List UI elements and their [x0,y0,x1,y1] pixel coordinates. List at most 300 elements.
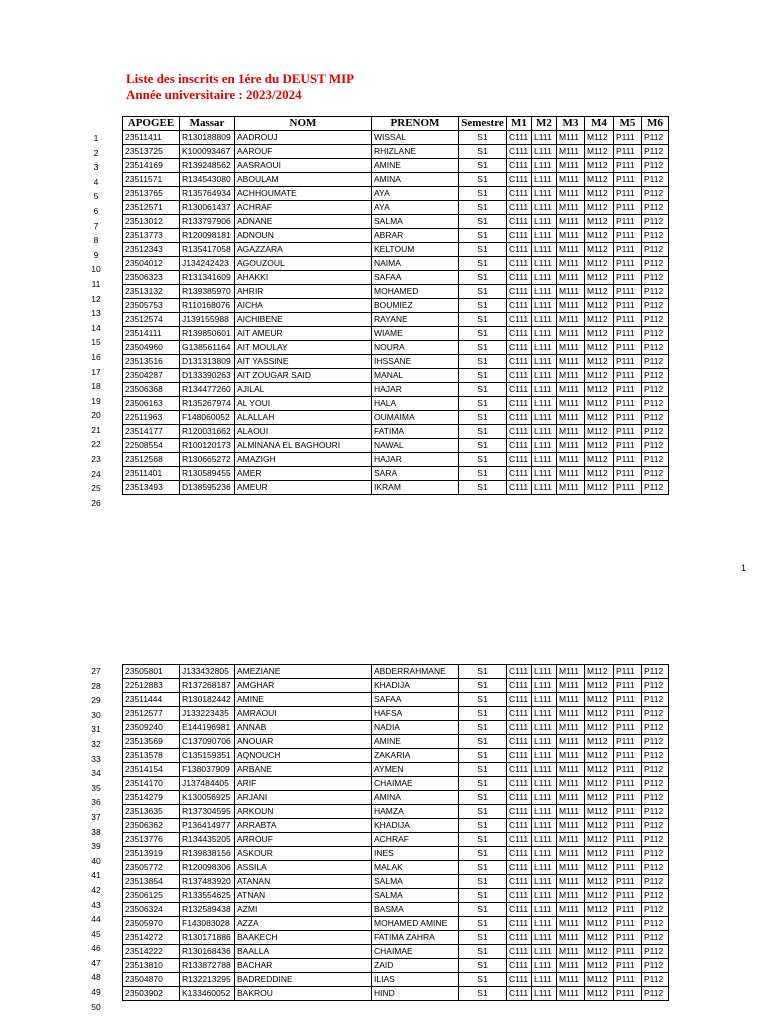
module-cell: L111 [532,679,557,693]
massar-cell: R133797906 [180,215,235,229]
module-cell: P111 [614,959,642,973]
module-cell: P112 [642,791,669,805]
nom-cell: AHAKKI [235,271,372,285]
table-row [123,327,669,341]
module-cell: P111 [614,397,642,411]
semestre-cell: S1 [459,917,507,931]
module-cell: L111 [532,425,557,439]
row-number: 26 [91,497,101,508]
nom-cell: ARIF [235,777,372,791]
column-header: Semestre [459,117,507,131]
module-cell: M112 [585,453,614,467]
module-cell: P111 [614,973,642,987]
nom-cell: AMRAOUI [235,707,372,721]
module-cell: M112 [585,229,614,243]
row-number: 28 [91,680,101,691]
module-cell: C111 [507,875,532,889]
table-row [123,945,669,959]
massar-cell: G138561164 [180,341,235,355]
academic-year: Année universitaire : 2023/2024 [126,87,302,102]
table-row [123,987,669,1001]
module-cell: P112 [642,341,669,355]
module-cell: L111 [532,145,557,159]
apogee-cell: 23513578 [123,749,180,763]
prenom-cell: MOHAMED [372,285,459,299]
table-row [123,959,669,973]
module-cell: M112 [585,201,614,215]
nom-cell: ASKOUR [235,847,372,861]
massar-cell: F148060052 [180,411,235,425]
module-cell: P111 [614,215,642,229]
table-row [123,735,669,749]
table-row [123,917,669,931]
massar-cell: D133390263 [180,369,235,383]
module-cell: C111 [507,187,532,201]
module-cell: P112 [642,411,669,425]
semestre-cell: S1 [459,875,507,889]
apogee-cell: 22512883 [123,679,180,693]
module-cell: P112 [642,425,669,439]
nom-cell: ALALLAH [235,411,372,425]
row-number: 43 [91,899,101,910]
nom-cell: AIT MOULAY [235,341,372,355]
module-cell: M111 [557,861,585,875]
prenom-cell: SALMA [372,875,459,889]
row-number: 27 [91,666,101,676]
module-cell: M111 [557,973,585,987]
module-cell: M111 [557,889,585,903]
module-cell: M111 [557,931,585,945]
row-number: 29 [91,695,101,706]
apogee-cell: 23514177 [123,425,180,439]
module-cell: C111 [507,679,532,693]
module-cell: M112 [585,959,614,973]
prenom-cell: HAJAR [372,453,459,467]
module-cell: M111 [557,173,585,187]
massar-cell: R120098181 [180,229,235,243]
table-row [123,257,669,271]
semestre-cell: S1 [459,833,507,847]
apogee-cell: 23513725 [123,145,180,159]
module-cell: L111 [532,665,557,679]
module-cell: C111 [507,285,532,299]
module-cell: C111 [507,201,532,215]
table-row [123,763,669,777]
massar-cell: R130665272 [180,453,235,467]
massar-cell: R134543080 [180,173,235,187]
module-cell: P112 [642,215,669,229]
table-row [123,397,669,411]
module-cell: M111 [557,271,585,285]
module-cell: L111 [532,917,557,931]
module-cell: P112 [642,875,669,889]
module-cell: P112 [642,243,669,257]
row-number: 42 [91,884,101,895]
row-number: 40 [91,855,101,866]
module-cell: C111 [507,229,532,243]
prenom-cell: HAFSA [372,707,459,721]
massar-cell: D131313809 [180,355,235,369]
massar-cell: R120031662 [180,425,235,439]
column-header: NOM [235,117,372,131]
module-cell: P111 [614,383,642,397]
module-cell: M111 [557,917,585,931]
apogee-cell: 23514111 [123,327,180,341]
module-cell: P112 [642,889,669,903]
apogee-cell: 23506324 [123,903,180,917]
prenom-cell: FATIMA ZAHRA [372,931,459,945]
nom-cell: ASSILA [235,861,372,875]
module-cell: P111 [614,271,642,285]
semestre-cell: S1 [459,763,507,777]
row-number: 41 [91,870,101,881]
module-cell: P112 [642,397,669,411]
table-row [123,875,669,889]
column-header: PRENOM [372,117,459,131]
module-cell: L111 [532,369,557,383]
massar-cell: R135417058 [180,243,235,257]
module-cell: P112 [642,749,669,763]
module-cell: P112 [642,173,669,187]
row-number: 20 [91,410,101,421]
module-cell: P111 [614,833,642,847]
column-header: M3 [557,117,585,131]
module-cell: C111 [507,665,532,679]
semestre-cell: S1 [459,453,507,467]
prenom-cell: ABRAR [372,229,459,243]
nom-cell: AZZA [235,917,372,931]
module-cell: M111 [557,425,585,439]
module-cell: P112 [642,735,669,749]
prenom-cell: KELTOUM [372,243,459,257]
module-cell: M112 [585,439,614,453]
module-cell: M112 [585,299,614,313]
module-cell: M112 [585,467,614,481]
module-cell: M112 [585,665,614,679]
module-cell: P112 [642,145,669,159]
module-cell: M111 [557,131,585,145]
row-number: 5 [93,191,99,202]
apogee-cell: 23504870 [123,973,180,987]
row-number: 11 [91,278,101,289]
semestre-cell: S1 [459,173,507,187]
nom-cell: AQNOUCH [235,749,372,763]
semestre-cell: S1 [459,889,507,903]
prenom-cell: ABDERRAHMANE [372,665,459,679]
module-cell: C111 [507,777,532,791]
module-cell: P111 [614,819,642,833]
prenom-cell: KHADIJA [372,819,459,833]
row-number: 24 [91,468,101,479]
semestre-cell: S1 [459,903,507,917]
nom-cell: AMER [235,467,372,481]
row-number: 32 [91,738,101,749]
semestre-cell: S1 [459,313,507,327]
apogee-cell: 23504287 [123,369,180,383]
module-cell: C111 [507,945,532,959]
module-cell: C111 [507,763,532,777]
module-cell: M112 [585,327,614,341]
massar-cell: J133223435 [180,707,235,721]
nom-cell: BAAKECH [235,931,372,945]
semestre-cell: S1 [459,665,507,679]
module-cell: P111 [614,187,642,201]
row-number: 10 [91,264,101,275]
row-number: 3 [93,162,99,173]
semestre-cell: S1 [459,299,507,313]
massar-cell: R120098306 [180,861,235,875]
module-cell: M112 [585,481,614,495]
semestre-cell: S1 [459,481,507,495]
nom-cell: ADNOUN [235,229,372,243]
module-cell: P111 [614,285,642,299]
module-cell: M111 [557,257,585,271]
massar-cell: K100093467 [180,145,235,159]
massar-cell: R133554625 [180,889,235,903]
module-cell: M111 [557,679,585,693]
module-cell: P112 [642,299,669,313]
table-row [123,145,669,159]
semestre-cell: S1 [459,327,507,341]
prenom-cell: NOURA [372,341,459,355]
module-cell: L111 [532,847,557,861]
module-cell: L111 [532,735,557,749]
table-row [123,369,669,383]
module-cell: M112 [585,777,614,791]
module-cell: P112 [642,131,669,145]
row-number: 37 [91,811,101,822]
semestre-cell: S1 [459,425,507,439]
row-numbers-page1 [84,131,108,510]
module-cell: L111 [532,889,557,903]
module-cell: M112 [585,889,614,903]
table-row [123,341,669,355]
module-cell: P112 [642,187,669,201]
prenom-cell: SAFAA [372,271,459,285]
module-cell: C111 [507,299,532,313]
apogee-cell: 22508554 [123,439,180,453]
row-number: 23 [91,454,101,465]
nom-cell: AHRIR [235,285,372,299]
prenom-cell: AMINE [372,159,459,173]
module-cell: P111 [614,481,642,495]
module-cell: P112 [642,229,669,243]
module-cell: M112 [585,875,614,889]
massar-cell: F143083028 [180,917,235,931]
module-cell: C111 [507,397,532,411]
module-cell: C111 [507,987,532,1001]
module-cell: M111 [557,707,585,721]
module-cell: M111 [557,397,585,411]
module-cell: P111 [614,425,642,439]
module-cell: L111 [532,201,557,215]
module-cell: L111 [532,341,557,355]
apogee-cell: 23513516 [123,355,180,369]
module-cell: P112 [642,439,669,453]
module-cell: M112 [585,735,614,749]
module-cell: P111 [614,805,642,819]
module-cell: L111 [532,397,557,411]
semestre-cell: S1 [459,355,507,369]
module-cell: M112 [585,313,614,327]
row-number: 47 [91,957,101,968]
module-cell: M112 [585,847,614,861]
massar-cell: R135764934 [180,187,235,201]
prenom-cell: ZAKARIA [372,749,459,763]
apogee-cell: 23505753 [123,299,180,313]
semestre-cell: S1 [459,243,507,257]
row-number: 22 [91,439,101,450]
row-number: 13 [91,308,101,319]
column-header: M6 [642,117,669,131]
semestre-cell: S1 [459,805,507,819]
module-cell: L111 [532,833,557,847]
table-row [123,973,669,987]
prenom-cell: AYMEN [372,763,459,777]
module-cell: M111 [557,959,585,973]
row-number: 33 [91,753,101,764]
module-cell: P111 [614,917,642,931]
table-row [123,243,669,257]
module-cell: P111 [614,777,642,791]
massar-cell: R137304595 [180,805,235,819]
table-row [123,201,669,215]
row-number: 34 [91,768,101,779]
table-row [123,665,669,679]
semestre-cell: S1 [459,847,507,861]
nom-cell: AIT ZOUGAR SAID [235,369,372,383]
nom-cell: AGOUZOUL [235,257,372,271]
prenom-cell: NADIA [372,721,459,735]
table-row [123,425,669,439]
apogee-cell: 23514279 [123,791,180,805]
module-cell: P112 [642,833,669,847]
module-cell: C111 [507,721,532,735]
prenom-cell: SALMA [372,889,459,903]
module-cell: L111 [532,707,557,721]
module-cell: C111 [507,931,532,945]
apogee-cell: 23512343 [123,243,180,257]
module-cell: C111 [507,833,532,847]
table-row [123,889,669,903]
nom-cell: BAKROU [235,987,372,1001]
module-cell: P111 [614,299,642,313]
semestre-cell: S1 [459,467,507,481]
row-number: 44 [91,914,101,925]
apogee-cell: 23513810 [123,959,180,973]
apogee-cell: 23513919 [123,847,180,861]
module-cell: C111 [507,861,532,875]
apogee-cell: 23506125 [123,889,180,903]
nom-cell: BADREDDINE [235,973,372,987]
module-cell: P111 [614,229,642,243]
semestre-cell: S1 [459,257,507,271]
module-cell: P112 [642,355,669,369]
module-cell: M111 [557,847,585,861]
massar-cell: R130188809 [180,131,235,145]
module-cell: M112 [585,903,614,917]
module-cell: M111 [557,903,585,917]
module-cell: M111 [557,945,585,959]
table-row [123,159,669,173]
module-cell: M111 [557,791,585,805]
semestre-cell: S1 [459,439,507,453]
module-cell: P112 [642,313,669,327]
module-cell: P112 [642,777,669,791]
module-cell: M111 [557,229,585,243]
module-cell: L111 [532,467,557,481]
row-number: 14 [91,322,101,333]
module-cell: M111 [557,749,585,763]
module-cell: L111 [532,313,557,327]
prenom-cell: BOUMIEZ [372,299,459,313]
module-cell: P112 [642,369,669,383]
massar-cell: R132589438 [180,903,235,917]
table-row [123,215,669,229]
module-cell: P111 [614,721,642,735]
apogee-cell: 23511444 [123,693,180,707]
prenom-cell: KHADIJA [372,679,459,693]
module-cell: P111 [614,453,642,467]
row-numbers-page2 [84,664,108,1014]
semestre-cell: S1 [459,131,507,145]
module-cell: C111 [507,439,532,453]
semestre-cell: S1 [459,369,507,383]
apogee-cell: 23506323 [123,271,180,285]
module-cell: C111 [507,917,532,931]
prenom-cell: RHIZLANE [372,145,459,159]
module-cell: P111 [614,341,642,355]
module-cell: P112 [642,903,669,917]
module-cell: M111 [557,285,585,299]
module-cell: P111 [614,889,642,903]
prenom-cell: HALA [372,397,459,411]
row-number: 45 [91,928,101,939]
massar-cell: C135159351 [180,749,235,763]
module-cell: C111 [507,847,532,861]
apogee-cell: 23514170 [123,777,180,791]
nom-cell: ANNAB [235,721,372,735]
apogee-cell: 23513635 [123,805,180,819]
prenom-cell: RAYANE [372,313,459,327]
module-cell: M111 [557,833,585,847]
module-cell: P111 [614,763,642,777]
module-cell: P112 [642,847,669,861]
module-cell: M112 [585,721,614,735]
module-cell: M111 [557,763,585,777]
module-cell: M112 [585,341,614,355]
massar-cell: R130589455 [180,467,235,481]
module-cell: C111 [507,327,532,341]
nom-cell: AMEUR [235,481,372,495]
nom-cell: ARJANI [235,791,372,805]
module-cell: P111 [614,735,642,749]
massar-cell: D138595236 [180,481,235,495]
prenom-cell: HIND [372,987,459,1001]
apogee-cell: 23512568 [123,453,180,467]
module-cell: M112 [585,257,614,271]
prenom-cell: ZAID [372,959,459,973]
module-cell: M111 [557,481,585,495]
module-cell: P112 [642,959,669,973]
module-cell: M111 [557,341,585,355]
module-cell: L111 [532,945,557,959]
module-cell: L111 [532,749,557,763]
massar-cell: F138037909 [180,763,235,777]
table-row [123,903,669,917]
module-cell: L111 [532,355,557,369]
massar-cell: J133432805 [180,665,235,679]
